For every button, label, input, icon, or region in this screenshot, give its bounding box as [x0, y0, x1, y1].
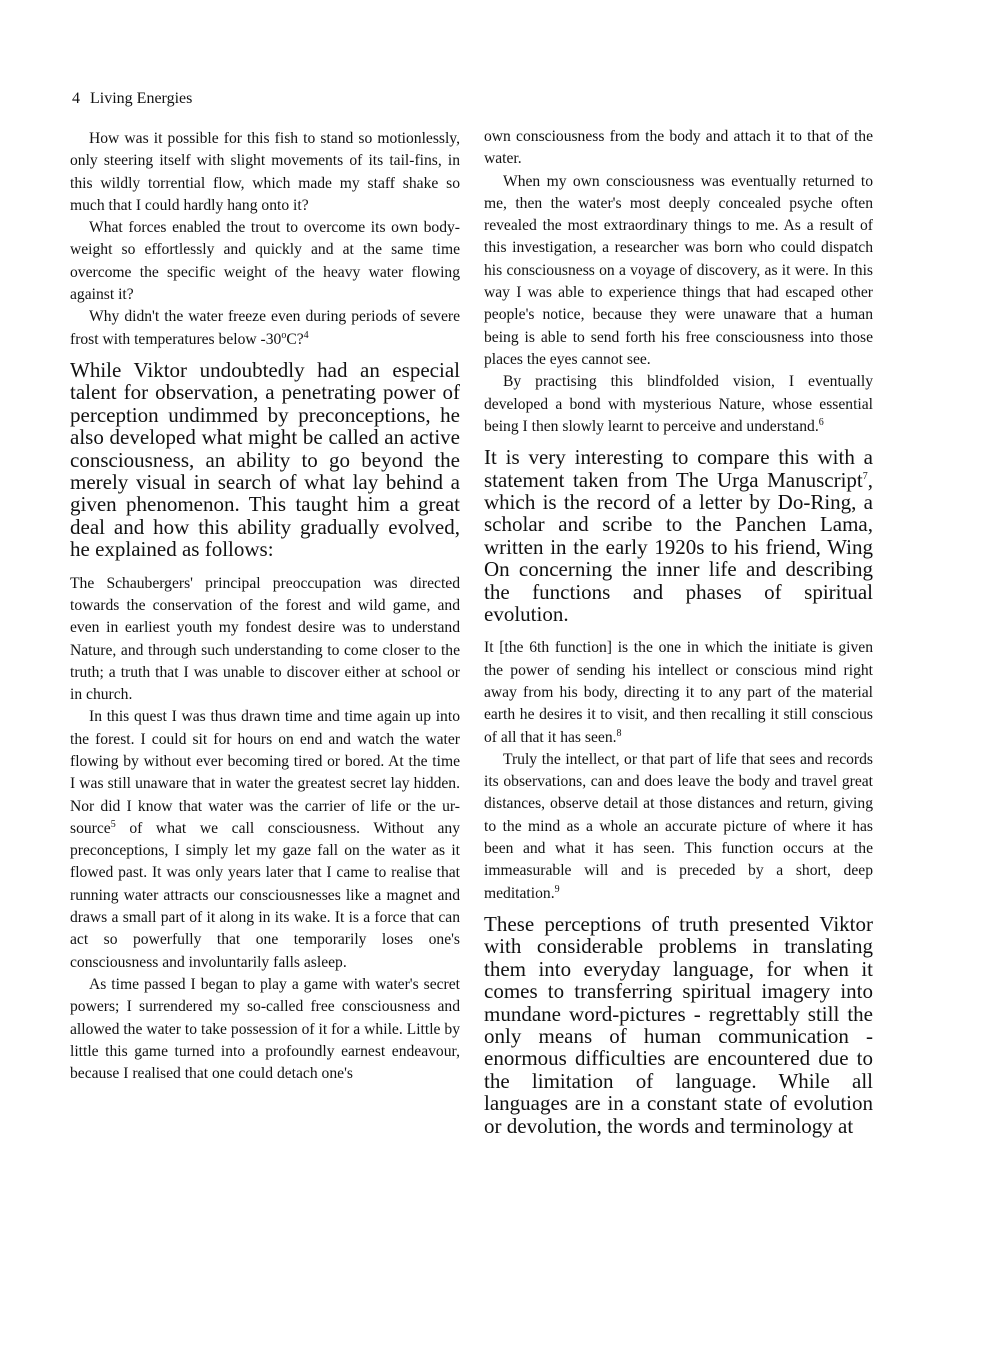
quote-paragraph: It [the 6th function] is the one in which the initiate is given the power of sending his intellect or conscious mind right away from his body, directing it to any part of the material earth he desires it to visit, and then recalling it still conscious of all that it has seen.$^8$	[484, 639, 873, 746]
quote-paragraph: Why didn't the water freeze even during periods of severe frost with temperatures below -30$^o$C?$^4$	[70, 308, 460, 348]
running-title: Living Energies	[90, 90, 193, 107]
footnote-ref: 5	[110, 818, 116, 830]
quote-paragraph: By practising this blindfolded vision, I eventually developed a bond with mysterious Nature, whose essential being I then slowly learnt to perceive and understand.$^6$	[484, 373, 873, 435]
quote-paragraph: Truly the intellect, or that part of life that sees and records its observations, can and does leave the body and travel great distances, observe detail at those distances and return, giving to the mind as a whole an accurate picture of where it has been and what it has seen. This function occurs at the immeasurable will and is preceded by a short, deep meditation.$^9$	[484, 750, 873, 902]
quote-paragraph: When my own consciousness was eventually returned to me, then the water's most deeply concealed psyche often revealed the most extraordinary things to me. As a result of this investigation, a researcher was born who could dispatch his consciousness on a voyage of discovery, as it were. In this way I was able to experience things that had escaped other people's notice, because they were unaware that a human being is able to send forth his free consciousness into those places the eyes cannot see.	[484, 172, 873, 368]
degree-sign: o	[281, 329, 287, 341]
right-column	[484, 126, 873, 1137]
quote-paragraph: In this quest I was thus drawn time and time again up into the forest. I could sit for hours on end and watch the water flowing by without ever becoming tired or bored. At the time I was still unaware that in water the greatest secret lay hidden. Nor did I know that water was the carrier of life or the ur-source$^5$ of what we call consciousness. Without any preconceptions, I simply let my gaze fall on the water as it flowed past. It was only years later that I came to realise that running water attracts our consciousnesses like a magnet and draws a small part of it along in its wake. It is a force that can act so powerfully that one temporarily loses one's consciousness and involuntarily falls asleep.	[70, 708, 460, 971]
running-header	[72, 90, 192, 108]
left-column	[70, 128, 460, 1085]
quote-paragraph: The Schaubergers' principal preoccupation was directed towards the conservation of the forest and wild game, and even in earliest youth my fondest desire was to understand Nature, and through such understanding to come closer to the truth; a truth that I was unable to discover either at school or in church.	[70, 574, 460, 704]
body-paragraph: While Viktor undoubtedly had an especial talent for observation, a penetrating power of perception undimmed by preconceptions, he also developed what might be called an active consciousness, an ability to go beyond the merely visual in search of what lay behind a given phenomenon. This taught him a great deal and how this ability gradually evolved, he explained as follows:	[70, 357, 460, 562]
footnote-ref: 4	[303, 329, 309, 341]
quote-paragraph: What forces enabled the trout to overcome its own body-weight so effortlessly and quickly and at the same time overcome the specific weight of the heavy water flowing against it?	[70, 219, 460, 304]
body-paragraph: It is very interesting to compare this with a statement taken from The Urga Manuscript$^7$, which is the record of a letter by Do-Ring, a scholar and scribe to the Panchen Lama, written in the early 1920s to his friend, Wing On concerning the inner life and describing the functions and phases of spiritual evolution.	[484, 445, 873, 626]
page-number: 4	[72, 90, 80, 107]
footnote-ref: 6	[818, 416, 824, 428]
quote-paragraph: How was it possible for this fish to stand so motionlessly, only steering itself with slight movements of its tail-fins, in this wildly torrential flow, which made my staff shake so much that I could hardly hang onto it?	[70, 130, 460, 214]
quote-paragraph: own consciousness from the body and attach it to that of the water.	[484, 128, 873, 168]
footnote-ref: 7	[862, 470, 868, 482]
body-paragraph: These perceptions of truth presented Viktor with considerable problems in translating them into everyday language, for when it comes to transferring spiritual imagery into mundane word-pictures - regrettably still the only means of human communication - enormous difficulties are encountered due to the limitation of language. While all languages are in a constant state of evolution or devolution, the words and terminology at	[484, 911, 873, 1138]
footnote-ref: 8	[616, 727, 622, 739]
footnote-ref: 9	[554, 883, 560, 895]
quote-paragraph: As time passed I began to play a game with water's secret powers; I surrendered my so-called free consciousness and allowed the water to take possession of it for a while. Little by little this game turned into a profoundly earnest endeavour, because I realised that one could detach one's	[70, 975, 460, 1083]
